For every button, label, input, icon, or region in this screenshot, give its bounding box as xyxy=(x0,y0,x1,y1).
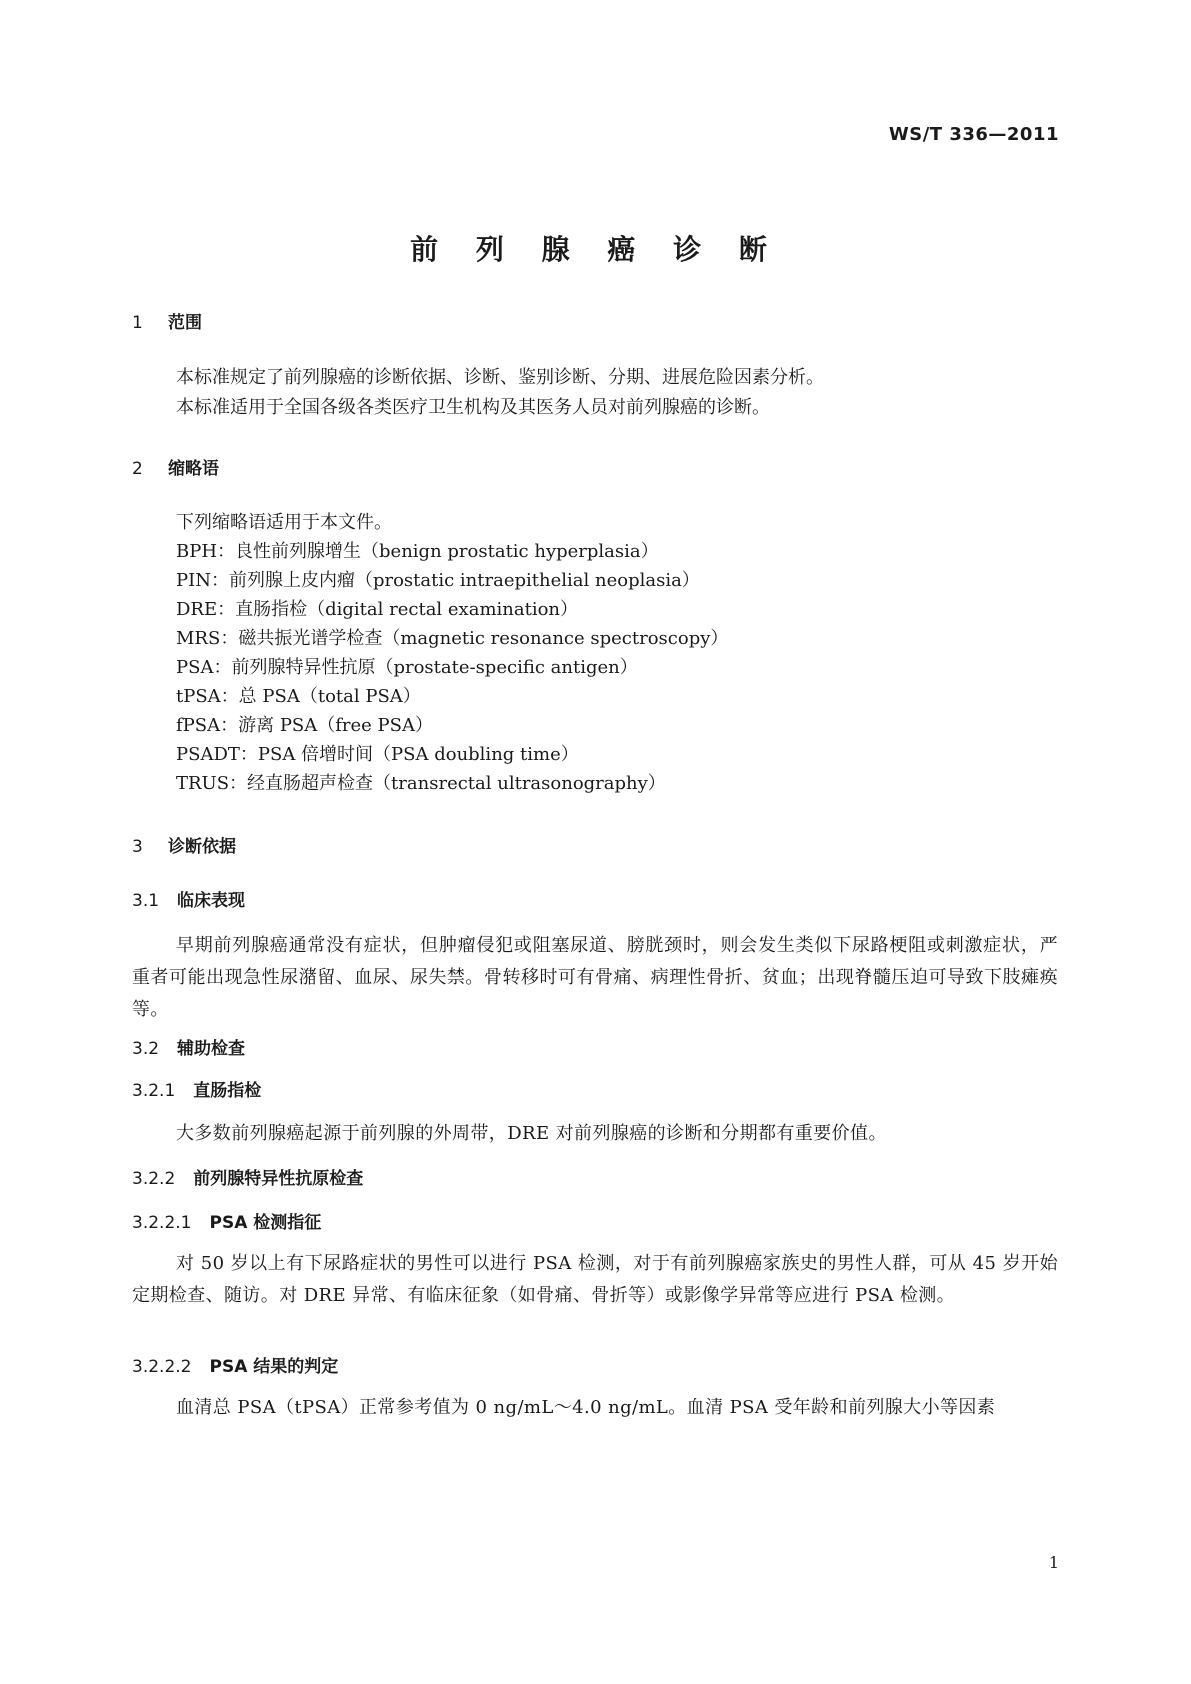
abbreviation-item: MRS：磁共振光谱学检查（magnetic resonance spectroscopy） xyxy=(176,628,729,649)
section-1-line: 本标准规定了前列腺癌的诊断依据、诊断、鉴别诊断、分期、进展危险因素分析。 xyxy=(176,367,824,388)
section-title: 临床表现 xyxy=(177,891,246,911)
section-title: 诊断依据 xyxy=(168,837,236,857)
section-number: 1 xyxy=(132,313,143,333)
abbreviation-item: BPH：良性前列腺增生（benign prostatic hyperplasia） xyxy=(176,541,659,562)
section-title: 前列腺特异性抗原检查 xyxy=(193,1169,364,1189)
section-number: 3.2.2 xyxy=(132,1169,176,1189)
abbreviation-item: PSADT：PSA 倍增时间（PSA doubling time） xyxy=(176,744,579,765)
section-1-line: 本标准适用于全国各级各类医疗卫生机构及其医务人员对前列腺癌的诊断。 xyxy=(176,397,770,418)
section-1-heading xyxy=(132,308,202,333)
page-number: 1 xyxy=(1048,1553,1059,1572)
section-title: PSA 检测指征 xyxy=(209,1213,322,1233)
section-title: 缩略语 xyxy=(168,459,219,479)
section-2-heading xyxy=(132,454,219,479)
section-title: 辅助检查 xyxy=(177,1039,246,1059)
section-3-2-2-2-paragraph: 血清总 PSA（tPSA）正常参考值为 0 ng/mL～4.0 ng/mL。血清 PSA 受年龄和前列腺大小等因素 xyxy=(176,1397,996,1418)
section-number: 3.2.2.1 xyxy=(132,1213,192,1233)
section-3-2-2-heading xyxy=(132,1164,363,1189)
standard-code: WS/T 336—2011 xyxy=(888,124,1059,145)
section-number: 3.2.2.2 xyxy=(132,1357,192,1377)
section-title: 直肠指检 xyxy=(193,1081,262,1101)
section-3-1-heading xyxy=(132,886,245,911)
abbreviation-item: PSA：前列腺特异性抗原（prostate-specific antigen） xyxy=(176,657,638,678)
section-3-heading xyxy=(132,832,236,857)
section-number: 3.2 xyxy=(132,1039,160,1059)
section-3-2-2-2-heading xyxy=(132,1352,338,1377)
section-3-1-paragraph: 早期前列腺癌通常没有症状，但肿瘤侵犯或阻塞尿道、膀胱颈时，则会发生类似下尿路梗阻或刺激症状，严重者可能出现急性尿潴留、血尿、尿失禁。骨转移时可有骨痛、病理性骨折、贫血；出现脊髓压迫可导致下肢瘫痪等。 xyxy=(132,935,1058,1020)
abbreviation-item: tPSA：总 PSA（total PSA） xyxy=(176,686,421,707)
abbreviation-item: fPSA：游离 PSA（free PSA） xyxy=(176,715,434,736)
section-3-2-2-1-paragraph: 对 50 岁以上有下尿路症状的男性可以进行 PSA 检测，对于有前列腺癌家族史的男性人群，可从 45 岁开始定期检查、随访。对 DRE 异常、有临床征象（如骨痛、骨折等）或影像学异常等应进行 PSA 检测。 xyxy=(132,1253,1058,1306)
section-3-2-2-1-heading xyxy=(132,1208,321,1233)
section-number: 3.2.1 xyxy=(132,1081,176,1101)
section-number: 3 xyxy=(132,837,143,857)
abbreviation-item: DRE：直肠指检（digital rectal examination） xyxy=(176,599,579,620)
section-number: 2 xyxy=(132,459,143,479)
section-3-2-1-paragraph: 大多数前列腺癌起源于前列腺的外周带，DRE 对前列腺癌的诊断和分期都有重要价值。 xyxy=(176,1123,887,1144)
section-3-2-1-heading xyxy=(132,1076,261,1101)
abbreviation-item: PIN：前列腺上皮内瘤（prostatic intraepithelial neoplasia） xyxy=(176,570,700,591)
section-3-2-heading xyxy=(132,1034,245,1059)
abbreviation-intro: 下列缩略语适用于本文件。 xyxy=(176,512,392,533)
section-title: 范围 xyxy=(168,313,202,333)
abbreviation-item: TRUS：经直肠超声检查（transrectal ultrasonography） xyxy=(176,773,666,794)
section-title: PSA 结果的判定 xyxy=(209,1357,339,1377)
document-title: 前 列 腺 癌 诊 断 xyxy=(410,233,781,266)
section-number: 3.1 xyxy=(132,891,160,911)
